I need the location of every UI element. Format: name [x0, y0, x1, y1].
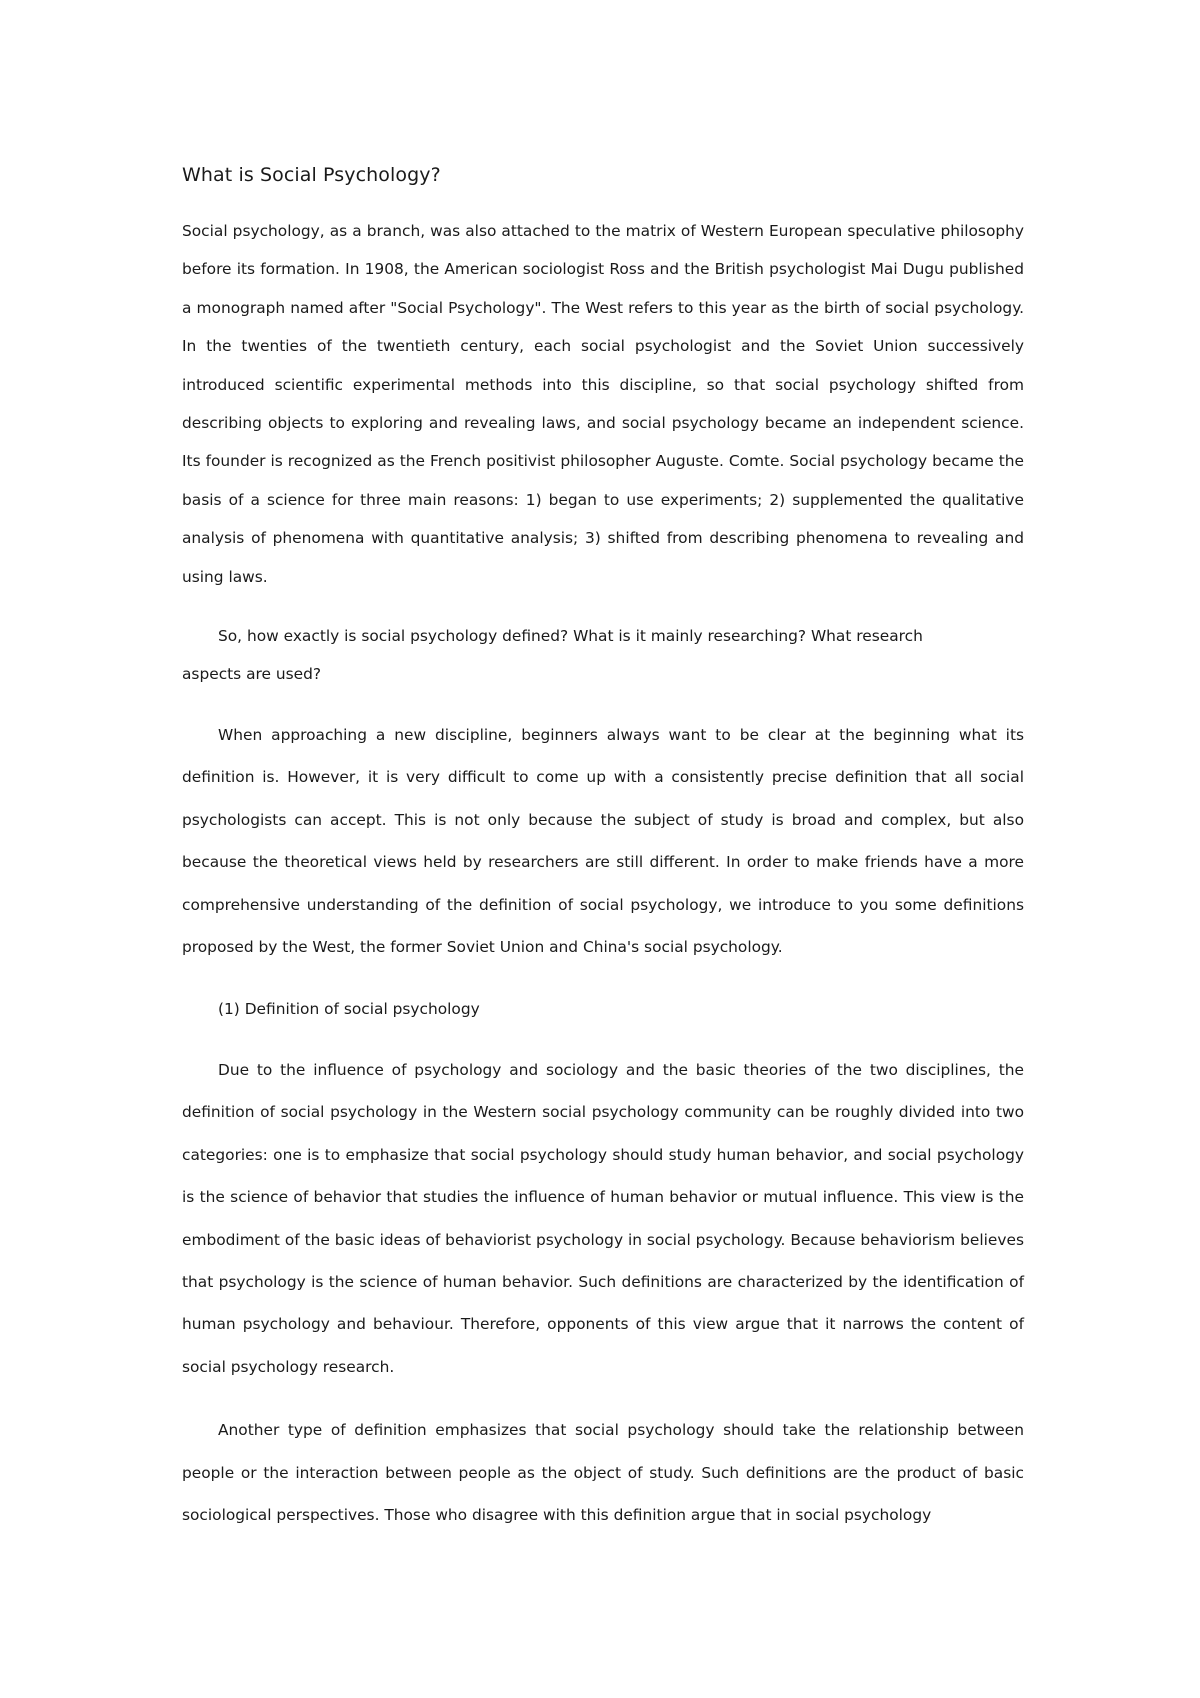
document-page — [182, 160, 1024, 1557]
paragraph-intro: Social psychology, as a branch, was also attached to the matrix of Western European speculative philosophy before its formation. In 1908, the American sociologist Ross and the British psychologist Mai Dugu published a monograph named after "Social Psychology". The West refers to this year as the birth of social psychology. In the twenties of the twentieth century, each social psychologist and the Soviet Union successively introduced scientific experimental methods into this discipline, so that social psychology shifted from describing objects to exploring and revealing laws, and social psychology became an independent science. Its founder is recognized as the French positivist philosopher Auguste. Comte. Social psychology became the basis of a science for three main reasons: 1) began to use experiments; 2) supplemented the qualitative analysis of phenomena with quantitative analysis; 3) shifted from describing phenomena to revealing and using laws. — [182, 222, 1024, 586]
section-heading-definition: (1) Definition of social psychology — [218, 999, 480, 1018]
document-title: What is Social Psychology? — [182, 164, 441, 186]
paragraph-another-definition: Another type of definition emphasizes that social psychology should take the relationship between people or the interaction between people as the object of study. Such definitions are the product of basic sociological perspectives. Those who disagree with this definition argue that in social psychology — [182, 1421, 1024, 1524]
paragraph-questions: So, how exactly is social psychology defined? What is it mainly researching? What research aspects are used? — [182, 627, 923, 684]
paragraph-definition-difficulty: When approaching a new discipline, beginners always want to be clear at the beginning what its definition is. However, it is very difficult to come up with a consistently precise definition that all social psychologists can accept. This is not only because the subject of study is broad and complex, but also because the theoretical views held by researchers are still different. In order to make friends have a more comprehensive understanding of the definition of social psychology, we introduce to you some definitions proposed by the West, the former Soviet Union and China's social psychology. — [182, 726, 1024, 957]
paragraph-western-definitions: Due to the influence of psychology and sociology and the basic theories of the two disciplines, the definition of social psychology in the Western social psychology community can be roughly divided into two categories: one is to emphasize that social psychology should study human behavior, and social psychology is the science of behavior that studies the influence of human behavior or mutual influence. This view is the embodiment of the basic ideas of behaviorist psychology in social psychology. Because behaviorism believes that psychology is the science of human behavior. Such definitions are characterized by the identification of human psychology and behaviour. Therefore, opponents of this view argue that it narrows the content of social psychology research. — [182, 1060, 1024, 1376]
